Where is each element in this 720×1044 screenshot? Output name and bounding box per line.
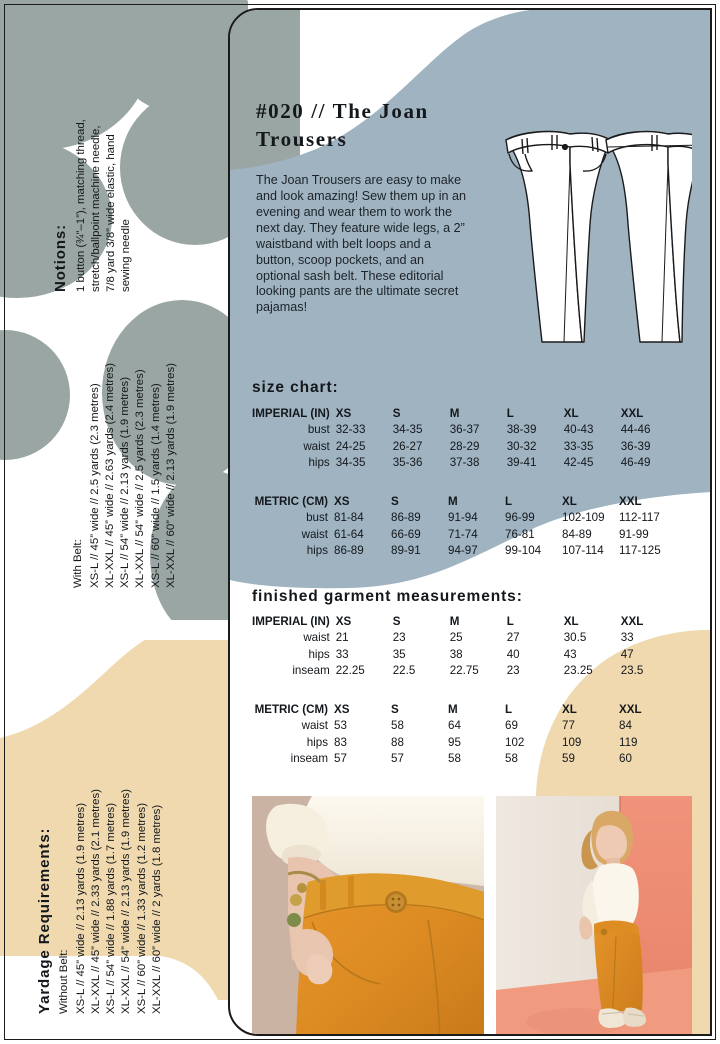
cell: 88 <box>391 735 404 749</box>
cell: 86-89 <box>334 544 364 558</box>
cell: 37-38 <box>449 456 480 470</box>
col-head-m: M <box>448 495 458 508</box>
table-header-row <box>252 702 676 718</box>
row-label: hips <box>306 544 328 558</box>
cell: 59 <box>562 752 575 766</box>
col-head-s: S <box>391 703 399 716</box>
cell: 58 <box>448 752 461 766</box>
cell: 32-33 <box>335 423 366 437</box>
cell: 77 <box>562 719 575 733</box>
cell: 91-94 <box>448 511 478 525</box>
cell: 23.25 <box>563 664 593 678</box>
col-head-s: S <box>391 495 399 508</box>
notions-line: stretch/ballpoint machine needle, <box>90 125 103 292</box>
notions-heading: Notions: <box>52 223 69 292</box>
row-label: waist <box>303 439 330 453</box>
col-head-xs: XS <box>335 407 352 420</box>
table-row <box>252 543 676 559</box>
col-head-xl: XL <box>563 407 579 420</box>
col-head-l: L <box>506 615 514 628</box>
table-row <box>252 455 678 471</box>
technical-drawing <box>492 120 692 348</box>
cell: 91-99 <box>619 527 649 541</box>
cell: 84 <box>619 719 632 733</box>
cell: 30.5 <box>563 631 587 645</box>
cell: 84-89 <box>562 527 592 541</box>
finished-garment-metric-table <box>252 702 676 768</box>
col-head-m: M <box>448 703 458 716</box>
main-info-card <box>228 8 712 1036</box>
row-label: waist <box>301 527 328 541</box>
cell: 30-32 <box>506 439 537 453</box>
table-header-row <box>252 494 676 510</box>
row-label: hips <box>308 456 330 470</box>
cell: 44-46 <box>620 423 651 437</box>
cell: 66-69 <box>391 527 421 541</box>
cell: 76-81 <box>505 527 535 541</box>
blob-grey <box>0 330 70 460</box>
cell: 23 <box>392 631 406 645</box>
cell: 69 <box>505 719 518 733</box>
cell: 33-35 <box>563 439 594 453</box>
size-chart-heading: size chart: <box>252 379 339 396</box>
cell: 112-117 <box>619 511 660 525</box>
col-head-m: M <box>449 615 460 628</box>
size-chart-metric-table <box>252 494 676 560</box>
cell: 95 <box>448 735 461 749</box>
with-belt-line: XS-L // 54” wide // 2.13 yards (1.9 metres) <box>119 376 132 588</box>
with-belt-label: With Belt: <box>72 539 84 588</box>
cell: 117-125 <box>619 544 661 558</box>
unit-label: IMPERIAL (IN) <box>252 615 330 628</box>
finished-garment-imperial-table <box>252 614 678 680</box>
col-head-m: M <box>449 407 460 420</box>
cell: 47 <box>620 647 634 661</box>
with-belt-line: XL-XXL // 60” wide // 2.13 yards (1.9 metres) <box>164 363 177 588</box>
col-head-xxl: XXL <box>620 407 644 420</box>
without-belt-line: XS-L // 45” wide // 2.13 yards (1.9 metres) <box>75 802 87 1014</box>
col-head-s: S <box>392 407 401 420</box>
table-row <box>252 735 676 751</box>
notions-line: sewing needle <box>120 219 133 292</box>
col-head-l: L <box>505 495 513 508</box>
without-belt-line: XL-XXL // 45” wide // 2.33 yards (2.1 metres) <box>90 789 103 1014</box>
cell: 23.5 <box>620 664 644 678</box>
cell: 22.5 <box>392 664 416 678</box>
photo-pocket-detail-art <box>252 796 484 1036</box>
notions-line: 1 button (¾”–1”), matching thread, <box>75 119 87 292</box>
cell: 102 <box>505 735 525 749</box>
row-label: hips <box>306 735 328 749</box>
notions-body <box>74 119 135 292</box>
cell: 58 <box>505 752 518 766</box>
cell: 96-99 <box>505 511 535 525</box>
cell: 33 <box>335 647 349 661</box>
cell: 60 <box>619 752 632 766</box>
with-belt-line: XS-L // 60” wide // 1.5 yards (1.4 metres) <box>149 383 162 588</box>
trousers-flat-sketch <box>492 120 692 348</box>
cell: 27 <box>506 631 520 645</box>
cell: 21 <box>335 631 349 645</box>
photo-pocket-detail <box>252 796 484 1036</box>
row-label: inseam <box>290 752 328 766</box>
table-row <box>252 439 678 455</box>
col-head-xxl: XXL <box>619 495 642 508</box>
table-header-row <box>252 614 678 630</box>
col-head-l: L <box>506 407 514 420</box>
cell: 83 <box>334 735 347 749</box>
unit-label: METRIC (CM) <box>254 495 328 508</box>
without-belt-line: XL-XXL // 54” wide // 2.13 yards (1.9 metres) <box>120 789 133 1014</box>
col-head-xxl: XXL <box>619 703 642 716</box>
cell: 58 <box>391 719 404 733</box>
with-belt-body <box>88 363 179 588</box>
cell: 38 <box>449 647 463 661</box>
notions-line: 7/8 yard 3/8” wide elastic, hand <box>105 134 118 292</box>
cell: 57 <box>334 752 347 766</box>
cell: 107-114 <box>562 544 604 558</box>
table-row <box>252 422 678 438</box>
cell: 22.75 <box>449 664 479 678</box>
col-head-xl: XL <box>563 615 579 628</box>
photo-strip <box>230 796 712 1036</box>
pattern-description: The Joan Trousers are easy to make and look amazing! Sew them up in an evening and wear them to work the next day. They feature wide legs, a 2” waistband with belt loops and a button, scoop pockets, and an optional sash belt. These editorial looking pants are the ultimate secret pajamas! <box>256 173 467 315</box>
table-row <box>252 718 676 734</box>
table-row <box>252 527 676 543</box>
cell: 64 <box>448 719 461 733</box>
col-head-s: S <box>392 615 401 628</box>
cell: 71-74 <box>448 527 478 541</box>
cell: 34-35 <box>335 456 366 470</box>
cell: 81-84 <box>334 511 364 525</box>
with-belt-line: XL-XXL // 45” wide // 2.63 yards (2.4 metres) <box>104 363 117 588</box>
cell: 42-45 <box>563 456 594 470</box>
photo-full-look <box>496 796 692 1036</box>
cell: 35 <box>392 647 406 661</box>
table-row <box>252 510 676 526</box>
cell: 38-39 <box>506 423 537 437</box>
cell: 86-89 <box>391 511 421 525</box>
cell: 40 <box>506 647 520 661</box>
cell: 99-104 <box>505 544 542 558</box>
photo-full-look-art <box>496 796 692 1036</box>
cell: 40-43 <box>563 423 594 437</box>
without-belt-line: XS-L // 60” wide // 1.33 yards (1.2 metres) <box>135 802 148 1014</box>
without-belt-body <box>74 789 165 1014</box>
without-belt-label: Without Belt: <box>58 949 70 1014</box>
cell: 61-64 <box>334 527 364 541</box>
unit-label: IMPERIAL (IN) <box>252 407 330 420</box>
size-chart-imperial-table <box>252 406 678 472</box>
col-head-xs: XS <box>334 495 350 508</box>
cell: 36-37 <box>449 423 480 437</box>
without-belt-line: XS-L // 54” wide // 1.88 yards (1.7 metres) <box>105 802 118 1014</box>
cell: 94-97 <box>448 544 478 558</box>
cell: 22.25 <box>335 664 365 678</box>
table-row <box>252 647 678 663</box>
cell: 39-41 <box>506 456 537 470</box>
with-belt-line: XL-XXL // 54” wide // 2.5 yards (2.3 metres) <box>134 369 147 588</box>
cell: 26-27 <box>392 439 423 453</box>
table-row <box>252 751 676 767</box>
cell: 43 <box>563 647 577 661</box>
cell: 33 <box>620 631 634 645</box>
cell: 57 <box>391 752 404 766</box>
row-label: hips <box>308 647 330 661</box>
col-head-xs: XS <box>335 615 352 628</box>
cell: 25 <box>449 631 463 645</box>
cell: 46-49 <box>620 456 651 470</box>
row-label: bust <box>307 423 330 437</box>
row-label: inseam <box>292 664 330 678</box>
cell: 102-109 <box>562 511 605 525</box>
finished-garment-heading: finished garment measurements: <box>252 588 523 605</box>
cell: 119 <box>619 735 638 749</box>
row-label: bust <box>306 511 328 525</box>
cell: 28-29 <box>449 439 480 453</box>
col-head-xs: XS <box>334 703 350 716</box>
without-belt-line: XL-XXL // 60” wide // 2 yards (1.8 metres) <box>150 804 163 1014</box>
cell: 109 <box>562 735 582 749</box>
row-label: waist <box>301 719 328 733</box>
table-row <box>252 663 678 679</box>
row-label: waist <box>303 631 330 645</box>
card-content <box>230 10 710 1034</box>
cell: 35-36 <box>392 456 423 470</box>
cell: 24-25 <box>335 439 366 453</box>
with-belt-line: XS-L // 45” wide // 2.5 yards (2.3 metres) <box>89 383 101 588</box>
col-head-xxl: XXL <box>620 615 644 628</box>
cell: 23 <box>506 664 520 678</box>
table-header-row <box>252 406 678 422</box>
yardage-heading: Yardage Requirements: <box>36 827 53 1014</box>
table-row <box>252 630 678 646</box>
cell: 53 <box>334 719 347 733</box>
cell: 36-39 <box>620 439 651 453</box>
col-head-l: L <box>505 703 513 716</box>
cell: 34-35 <box>392 423 423 437</box>
pattern-title: #020 // The Joan Trousers <box>256 99 429 151</box>
col-head-xl: XL <box>562 495 577 508</box>
col-head-xl: XL <box>562 703 577 716</box>
unit-label: METRIC (CM) <box>254 703 328 716</box>
cell: 89-91 <box>391 544 421 558</box>
